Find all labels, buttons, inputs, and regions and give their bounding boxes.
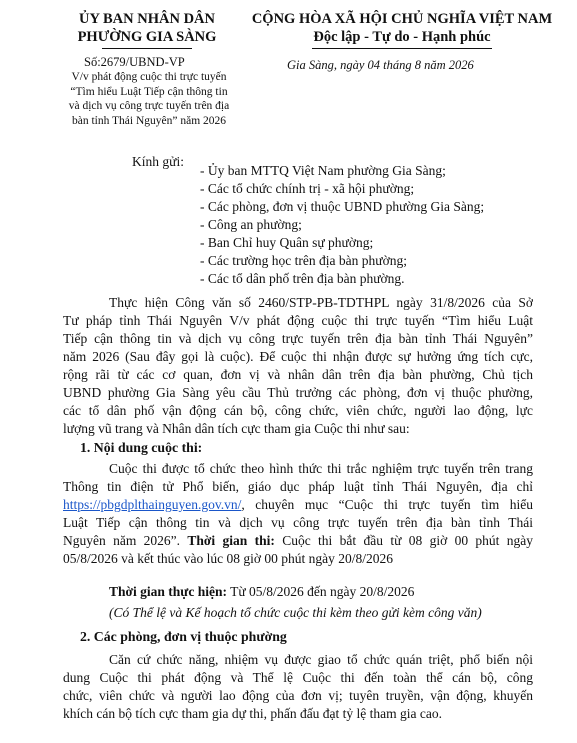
recipient-item: - Ban Chỉ huy Quân sự phường; — [200, 235, 374, 250]
intro-line: các tổ dân phố vận động cán bộ, công chức, viên chức, người lao động, lực — [63, 403, 533, 418]
attachment-note: (Có Thể lệ và Kế hoạch tổ chức cuộc thi kèm theo gửi kèm công văn) — [109, 605, 482, 620]
body-line: Căn cứ chức năng, nhiệm vụ được giao tổ chức quán triệt, phổ biến nội — [109, 652, 533, 667]
intro-paragraph — [63, 294, 533, 438]
document-subject — [64, 70, 234, 128]
intro-line: UBND phường Gia Sàng yêu cầu Thủ trưởng các phòng, đơn vị thuộc phường, — [63, 385, 533, 400]
body-line: Luật Tiếp cận thông tin và dịch vụ công trực tuyến trên địa bàn tỉnh Thái — [63, 515, 533, 530]
recipient-item: - Các trường học trên địa bàn phường; — [200, 253, 407, 268]
execution-time — [109, 584, 414, 600]
intro-line: Thực hiện Công văn số 2460/STP-PB-TDTHPL ngày 31/8/2026 của Sở — [109, 295, 533, 310]
body-line — [63, 496, 533, 514]
document-number: Số:2679/UBND-VP — [84, 55, 185, 69]
org-name: ỦY BAN NHÂN DÂN — [78, 11, 215, 27]
intro-line: lượng vũ trang và Nhân dân tích cực tham gia Cuộc thi như sau: — [63, 421, 410, 436]
body-text: , chuyên mục “Cuộc thi trực tuyến tìm hiểu — [241, 497, 533, 512]
subject-line: “Tìm hiểu Luật Tiếp cận thông tin — [70, 85, 228, 98]
body-text: Nguyên năm 2026”. — [63, 533, 188, 548]
section-1-body — [63, 460, 533, 568]
subject-line: V/v phát động cuộc thi trực tuyến — [71, 71, 227, 83]
national-motto: Độc lập - Tự do - Hạnh phúc — [313, 29, 491, 45]
section-2-body — [63, 651, 533, 723]
body-line: chức, viên chức và người lao động của đơn vị; tuyên truyền, vận động, khuyến — [63, 688, 533, 703]
body-line: 05/8/2026 và kết thúc vào lúc 08 giờ 00 phút ngày 20/8/2026 — [63, 551, 393, 566]
recipient-item: - Các phòng, đơn vị thuộc UBND phường Gia Sàng; — [200, 199, 485, 214]
body-line: khích cán bộ tích cực tham gia dự thi, phấn đấu đạt tỷ lệ tham gia cao. — [63, 706, 443, 721]
recipient-item: - Ủy ban MTTQ Việt Nam phường Gia Sàng; — [200, 163, 446, 178]
recipients-label: Kính gửi: — [132, 154, 184, 169]
intro-line: Tiếp cận thông tin và dịch vụ công trực tuyến trên địa bàn tỉnh Thái Nguyên” — [63, 331, 533, 346]
recipient-item: - Công an phường; — [200, 217, 302, 232]
intro-line: rộng rãi từ các cơ quan, đơn vị và nhân dân trên địa bàn phường, Chủ tịch — [63, 367, 533, 382]
section-1-heading: 1. Nội dung cuộc thi: — [80, 440, 203, 455]
body-line: Thông tin điện tử Phổ biến, giáo dục pháp luật tỉnh Thái Nguyên, địa chỉ — [63, 479, 533, 494]
recipient-item: - Các tổ chức chính trị - xã hội phường; — [200, 181, 415, 196]
subject-line: bàn tỉnh Thái Nguyên” năm 2026 — [71, 114, 227, 127]
execution-time-value: Từ 05/8/2026 đến ngày 20/8/2026 — [226, 584, 415, 599]
body-line: Cuộc thi được tổ chức theo hình thức thi trắc nghiệm trực tuyến trên trang — [109, 461, 533, 476]
exam-time-label: Thời gian thi: — [187, 533, 275, 548]
org-underline — [102, 48, 192, 49]
intro-line: Tư pháp tỉnh Thái Nguyên V/v phát động cuộc thi trực tuyến “Tìm hiểu Luật — [63, 313, 533, 328]
section-2-heading: 2. Các phòng, đơn vị thuộc phường — [80, 629, 287, 644]
subject-line: và dịch vụ công trực tuyến trên địa — [68, 100, 230, 112]
recipient-item: - Các tổ dân phố trên địa bàn phường. — [200, 271, 405, 286]
national-title: CỘNG HÒA XÃ HỘI CHỦ NGHĨA VIỆT NAM — [251, 11, 553, 27]
body-text: dung Cuộc thi phát động và Thể lệ Cuộc thi đến toàn thể cán bộ, công — [63, 670, 533, 685]
website-link[interactable]: https://pbgdplthainguyen.gov.vn/ — [63, 497, 242, 512]
execution-time-label: Thời gian thực hiện: — [109, 584, 227, 599]
motto-underline — [312, 48, 492, 49]
body-line — [63, 532, 533, 550]
intro-line: năm 2026 (Sau đây gọi là cuộc). Để cuộc thi nhận được sự hưởng ứng tích cực, — [63, 349, 533, 364]
body-line — [63, 669, 533, 687]
body-text: Cuộc thi bắt đầu từ 08 giờ 00 phút ngày — [274, 533, 533, 548]
place-date: Gia Sàng, ngày 04 tháng 8 năm 2026 — [287, 58, 474, 72]
org-unit: PHƯỜNG GIA SÀNG — [77, 29, 217, 45]
